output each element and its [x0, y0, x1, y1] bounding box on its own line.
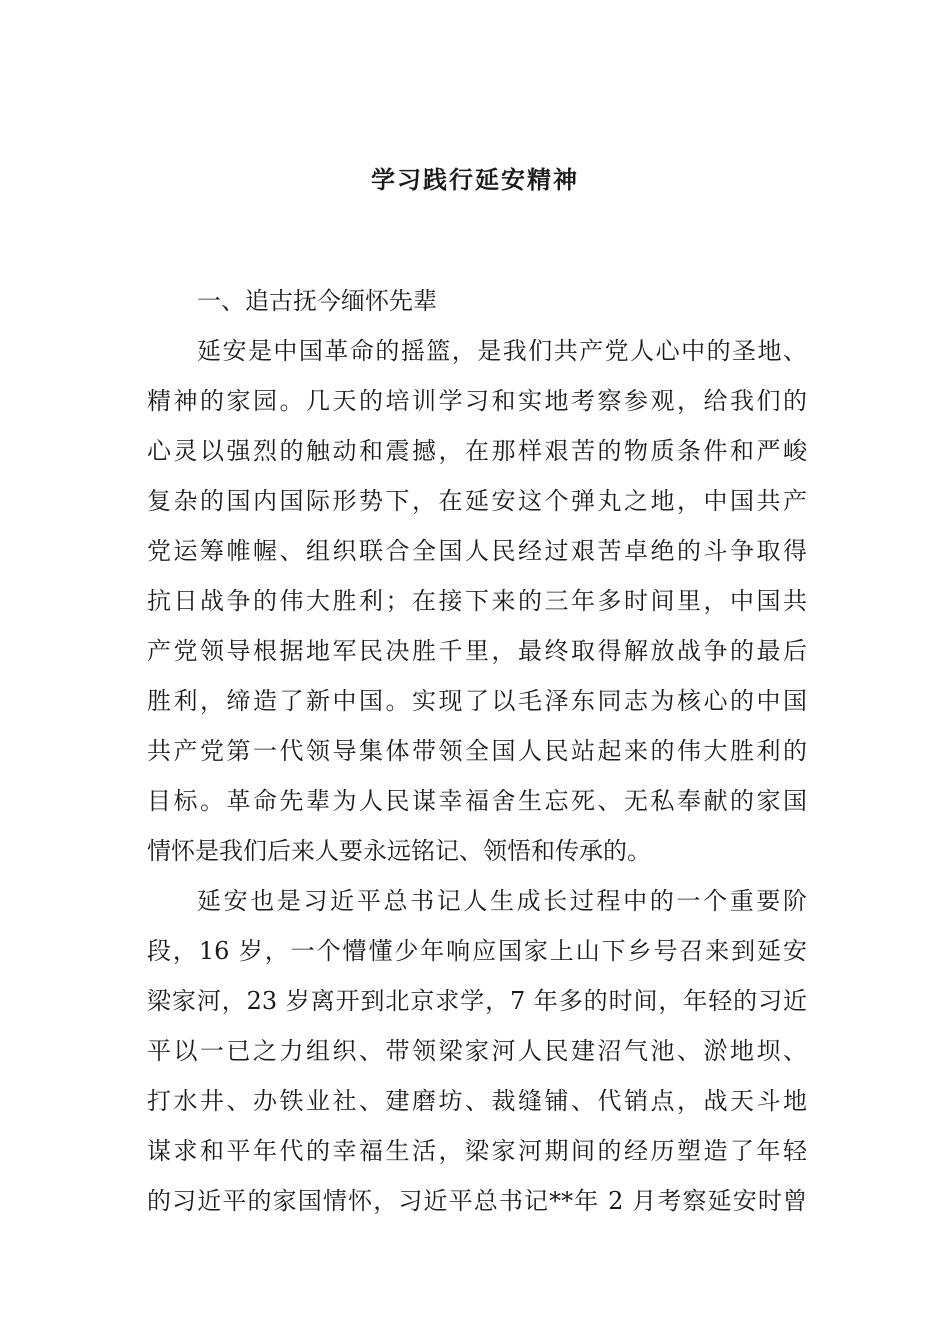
paragraph-line: 平以一已之力组织、带领梁家河人民建沼气池、淤地坝、 [147, 1037, 807, 1065]
paragraph-line: 产党领导根据地军民决胜千里，最终取得解放战争的最后 [147, 637, 807, 665]
paragraph-line: 党运筹帷幄、组织联合全国人民经过艰苦卓绝的斗争取得 [147, 537, 807, 565]
paragraph-line: 段，16 岁，一个懵懂少年响应国家上山下乡号召来到延安 [147, 937, 807, 965]
paragraph-line: 谋求和平年代的幸福生活，梁家河期间的经历塑造了年轻 [147, 1137, 807, 1165]
paragraph-line: 延安是中国革命的摇篮，是我们共产党人心中的圣地、 [197, 337, 807, 365]
paragraph-line: 梁家河，23 岁离开到北京求学，7 年多的时间，年轻的习近 [147, 987, 807, 1015]
document-title: 学习践行延安精神 [371, 165, 579, 194]
section-heading: 一、追古抚今缅怀先辈 [197, 287, 437, 315]
paragraph-line: 延安也是习近平总书记人生成长过程中的一个重要阶 [197, 887, 807, 915]
paragraph-line: 情怀是我们后来人要永远铭记、领悟和传承的。 [147, 837, 651, 865]
paragraph-line: 复杂的国内国际形势下，在延安这个弹丸之地，中国共产 [147, 487, 807, 515]
paragraph-line: 目标。革命先辈为人民谋幸福舍生忘死、无私奉献的家国 [147, 787, 807, 815]
paragraph-line: 胜利，缔造了新中国。实现了以毛泽东同志为核心的中国 [147, 687, 807, 715]
paragraph-line: 心灵以强烈的触动和震撼，在那样艰苦的物质条件和严峻 [147, 437, 807, 465]
document-body [147, 276, 807, 1226]
paragraph-line: 共产党第一代领导集体带领全国人民站起来的伟大胜利的 [147, 737, 807, 765]
paragraph-line: 精神的家园。几天的培训学习和实地考察参观，给我们的 [147, 387, 807, 415]
paragraph-line: 的习近平的家国情怀，习近平总书记**年 2 月考察延安时曾 [147, 1187, 807, 1215]
paragraph-line: 抗日战争的伟大胜利；在接下来的三年多时间里，中国共 [147, 587, 807, 615]
paragraph-line: 打水井、办铁业社、建磨坊、裁缝铺、代销点，战天斗地 [147, 1087, 807, 1115]
